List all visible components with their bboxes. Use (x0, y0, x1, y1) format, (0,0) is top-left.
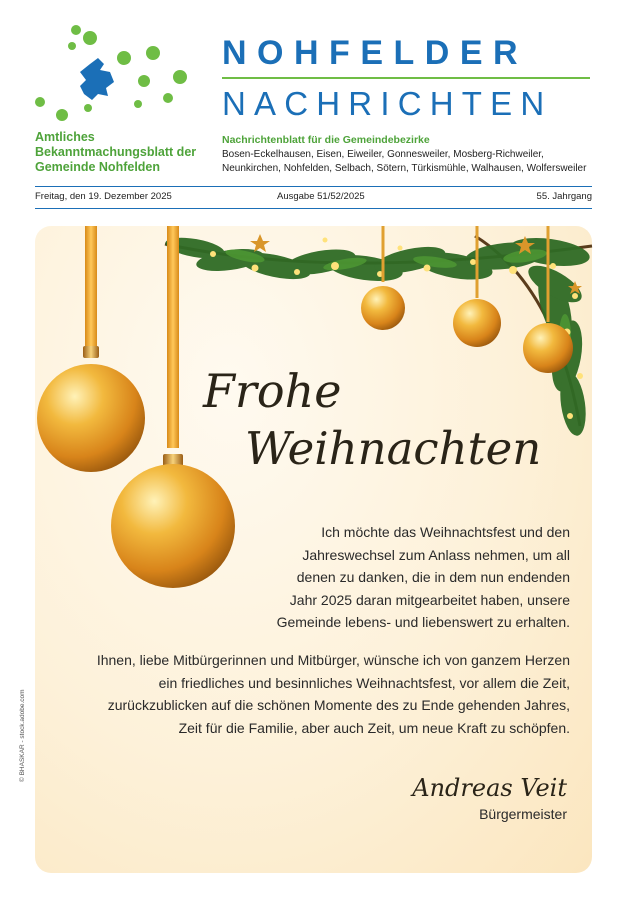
subtitle-line: Amtliches (35, 130, 95, 144)
newsletter-label: Nachrichtenblatt für die Gemeindebezirke (222, 134, 430, 146)
christmas-greeting-card (19, 226, 592, 873)
issue-number: Ausgabe 51/52/2025 (277, 191, 365, 202)
paragraph-line: Ihnen, liebe Mitbürgerinnen und Mitbürger, wünsche ich von ganzem Herzen (96, 652, 570, 668)
publication-subtitle (35, 130, 215, 175)
paragraph-line: Ich möchte das Weihnachtsfest und den (321, 524, 570, 540)
christmas-ornament-icon (523, 323, 573, 373)
mayor-title: Bürgermeister (479, 806, 567, 822)
christmas-ornament-icon (453, 299, 501, 347)
image-credit: © BHASKAR - stock.adobe.com (19, 689, 26, 782)
ornament-ribbon (85, 226, 97, 348)
paragraph-line: zurückzublicken auf die schönen Momente des zu Ende gehenden Jahres, (107, 697, 570, 713)
masthead-divider (222, 77, 590, 79)
issue-volume: 55. Jahrgang (536, 191, 592, 202)
municipality-logo-icon (28, 20, 198, 130)
christmas-ornament-icon (37, 364, 145, 472)
issue-date: Freitag, den 19. Dezember 2025 (35, 191, 172, 202)
issue-bar-bottom-rule (35, 208, 592, 209)
district-list: Bosen-Eckelhausen, Eisen, Eiweiler, Gonnesweiler, Mosberg-Richweiler, Neunkirchen, Nohfelden, Selbach, Sötern, Türkismühle, Walhausen, Wolfersweiler (222, 149, 587, 174)
ornament-ribbon (167, 226, 179, 448)
christmas-ornament-icon (111, 464, 235, 588)
greeting-paragraph-2 (50, 649, 570, 739)
issue-bar-top-rule (35, 186, 592, 187)
subtitle-line: Gemeinde Nohfelden (35, 160, 161, 174)
greeting-paragraph-1 (240, 521, 570, 634)
paragraph-line: ein friedliches und besinnliches Weihnachtsfest, vor allem die Zeit, (158, 674, 570, 691)
paragraph-line: denen zu danken, die in dem nun endenden (296, 569, 570, 585)
masthead-title-line2: NACHRICHTEN (222, 85, 553, 122)
greeting-headline-line1: Frohe (203, 364, 342, 418)
christmas-ornament-icon (361, 286, 405, 330)
mayor-signature: Andreas Veit (412, 774, 567, 802)
ornament-cap-icon (83, 346, 99, 358)
paragraph-line: Jahr 2025 daran mitgearbeitet haben, unsere (289, 591, 570, 608)
paragraph-line: Zeit für die Familie, aber auch Zeit, um neue Kraft zu schöpfen. (178, 719, 570, 736)
subtitle-line: Bekanntmachungsblatt der (35, 145, 197, 159)
paragraph-line: Gemeinde lebens- und liebenswert zu erhalten. (276, 614, 570, 630)
masthead-title-line1: NOHFELDER (222, 34, 529, 72)
paragraph-line: Jahreswechsel zum Anlass nehmen, um all (302, 546, 570, 563)
greeting-headline-line2: Weihnachten (245, 422, 542, 475)
